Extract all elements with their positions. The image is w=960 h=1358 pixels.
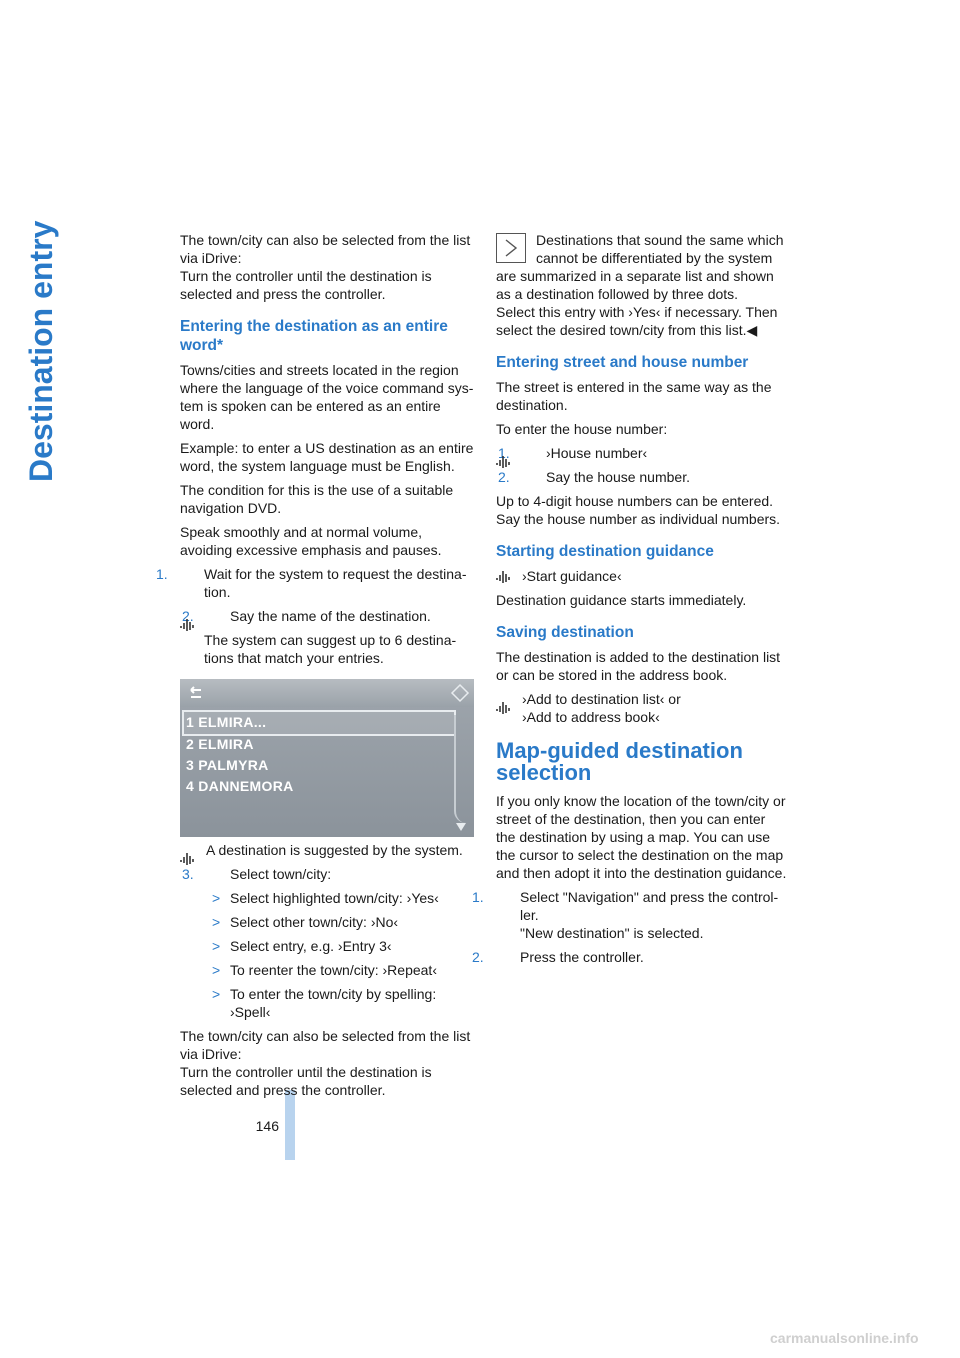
street-paragraph-1: The street is entered in the same way as the destination. [496, 379, 772, 413]
bullet-text: Select other town/city: ›No‹ [230, 914, 399, 930]
heading-map: Map-guided destination selection [496, 738, 743, 785]
voice-suggested [180, 841, 474, 859]
voice-command-icon [180, 851, 194, 867]
section-title-text: Destination entry [23, 220, 59, 482]
section-title [23, 220, 59, 482]
bullet-item [180, 913, 474, 931]
scroll-down-icon [456, 823, 466, 831]
list-item: 3 PALMYRA [186, 757, 269, 773]
guidance-paragraph: Destination guidance starts immediately. [496, 592, 747, 608]
list-item: 1 ELMIRA... [186, 714, 267, 730]
step-1 [156, 565, 474, 601]
street-step-1-text: ›House number‹ [546, 445, 648, 461]
heading-guidance: Starting destination guidance [496, 543, 714, 560]
guidance-command: ›Start guidance‹ [522, 568, 622, 584]
voice-command-icon [180, 617, 194, 633]
bullet-text: Select entry, e.g. ›Entry 3‹ [230, 938, 392, 954]
heading-saving: Saving destination [496, 624, 634, 641]
list-item: 4 DANNEMORA [186, 778, 294, 794]
map-step-1 [472, 888, 788, 942]
bullet-item [180, 961, 474, 979]
voice-step-2 [180, 607, 474, 625]
map-step-1-number: 1. [472, 889, 484, 905]
note-icon [496, 233, 526, 263]
bullet-marker: > [212, 914, 221, 930]
saving-command-1: ›Add to destination list‹ or [522, 691, 681, 707]
page-number: 146 [255, 1118, 279, 1134]
bullet-item [180, 889, 474, 907]
street-paragraph-3: Up to 4-digit house numbers can be entered. Say the house number as individual numbers. [496, 493, 781, 527]
paragraph: Speak smoothly and at normal volume, avoiding excessive emphasis and pauses. [180, 524, 442, 558]
voice-command-icon [496, 569, 510, 585]
step-3-number: 3. [182, 866, 194, 882]
left-column [156, 231, 474, 1105]
note-text: Destinations that sound the same which cannot be differentiated by the system are summarized in a separate list and shown as a destination followed by three dots. [496, 232, 784, 302]
intro-line-1: The town/city can also be selected from the list via iDrive: [180, 232, 471, 266]
map-step-2-text: Press the controller. [520, 949, 644, 965]
paragraph: The condition for this is the use of a suitable navigation DVD. [180, 482, 454, 516]
street-step-2-number: 2. [498, 469, 510, 485]
step-2-number: 2. [182, 608, 194, 624]
street-step-1 [498, 444, 788, 462]
outro-line-1: The town/city can also be selected from the list via iDrive: [180, 1028, 471, 1062]
street-step-2-text: Say the house number. [546, 469, 690, 485]
paragraph: Towns/cities and streets located in the region where the language of the voice command sys-tem is spoken can be entered as an entire word. [180, 362, 474, 432]
street-step-1-number: 1. [498, 445, 510, 461]
step-3 [182, 865, 474, 883]
list-item: 2 ELMIRA [186, 736, 254, 752]
idrive-screen [180, 679, 474, 837]
suggested-text: A destination is suggested by the system. [206, 842, 463, 858]
step-1-number: 1. [156, 566, 168, 582]
heading-entire-word: Entering the destination as an entire word* [180, 318, 448, 354]
screen-topbar [180, 679, 474, 707]
outro-line-2: Turn the controller until the destination is selected and press the controller. [180, 1064, 432, 1098]
voice-saving [496, 690, 788, 726]
note-block [496, 231, 788, 339]
scrollbar [454, 715, 466, 823]
step-2-note: The system can suggest up to 6 destina-tions that match your entries. [204, 632, 457, 666]
voice-start-guidance [496, 567, 788, 585]
map-step-1-text: Select "Navigation" and press the control-ler. [520, 889, 779, 923]
voice-command-icon [496, 700, 510, 716]
step-2-text: Say the name of the destination. [230, 608, 431, 624]
bullet-marker: > [212, 962, 221, 978]
bullet-text: To reenter the town/city: ›Repeat‹ [230, 962, 437, 978]
paragraph: Example: to enter a US destination as an entire word, the system language must be English. [180, 440, 474, 474]
voice-house-number [496, 444, 788, 486]
heading-street: Entering street and house number [496, 354, 749, 371]
saving-command-2: ›Add to address book‹ [522, 709, 660, 725]
bullet-marker: > [212, 986, 221, 1002]
saving-paragraph: The destination is added to the destination list or can be stored in the address book. [496, 649, 781, 683]
bullet-marker: > [212, 890, 221, 906]
note-text-2: Select this entry with ›Yes‹ if necessary. Then select the desired town/city from this list.◀ [496, 304, 778, 338]
bullet-text: Select highlighted town/city: ›Yes‹ [230, 890, 439, 906]
back-icon [188, 685, 204, 701]
intro-line-2: Turn the controller until the destination is selected and press the controller. [180, 268, 432, 302]
map-paragraph: If you only know the location of the town/city or street of the destination, then you can enter the destination by using a map. You can use the cursor to select the destination on the map and then adopt it into the destination guidance. [496, 793, 787, 881]
bullet-marker: > [212, 938, 221, 954]
street-paragraph-2: To enter the house number: [496, 421, 668, 437]
step-2 [182, 607, 474, 625]
right-column [472, 231, 788, 972]
bullet-item [180, 985, 474, 1021]
watermark: carmanualsonline.info [770, 1330, 919, 1346]
map-step-1-result: "New destination" is selected. [520, 925, 704, 941]
street-step-2 [498, 468, 788, 486]
bullet-text: To enter the town/city by spelling: ›Spell‹ [230, 986, 437, 1020]
voice-command-icon [496, 454, 510, 470]
step-3-text: Select town/city: [230, 866, 332, 882]
map-step-2-number: 2. [472, 949, 484, 965]
map-step-2 [472, 948, 788, 966]
step-1-text: Wait for the system to request the destina-tion. [204, 566, 467, 600]
bullet-item [180, 937, 474, 955]
controller-icon [450, 683, 470, 703]
